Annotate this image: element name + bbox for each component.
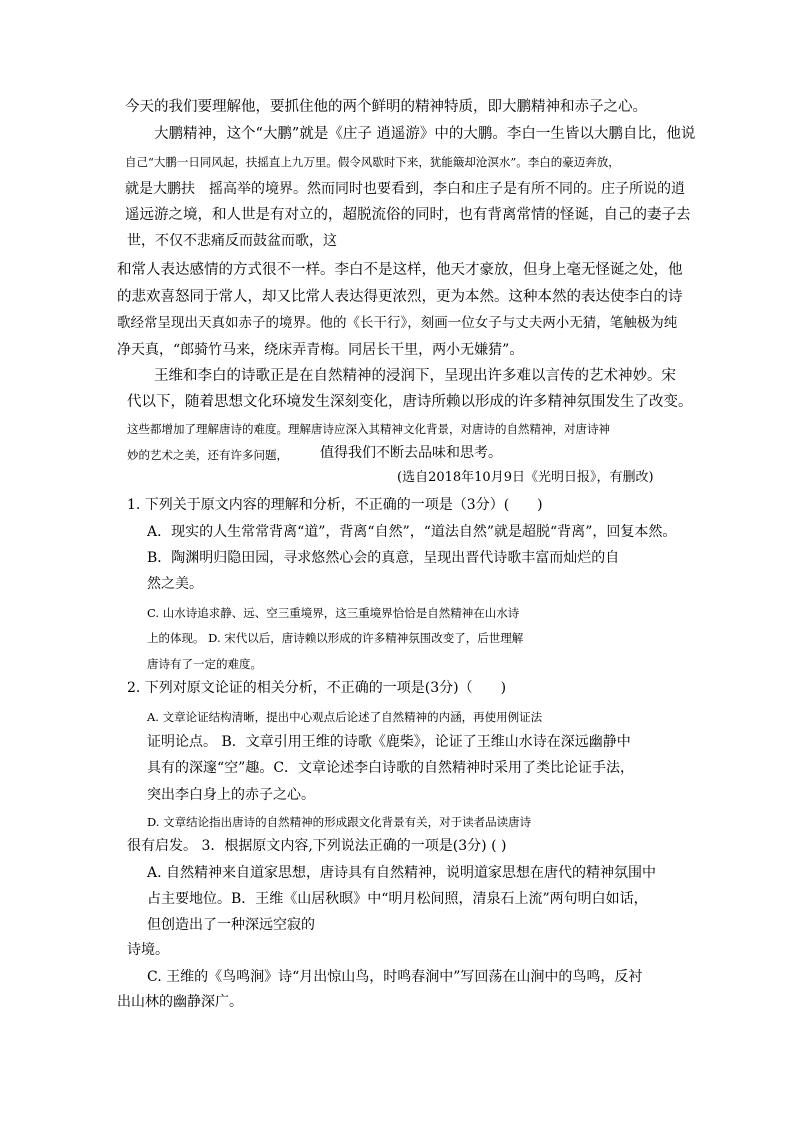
question-3-option-a: A. 自然精神来自道家思想，唐诗具有自然精神，说明道家思想在唐代的精神氛围中 — [147, 865, 657, 881]
question-3-stem: 很有启发。 3．根据原文内容,下列说法正确的一项是(3分) ( ) — [127, 838, 507, 854]
text-line: 歌经常呈现出天真如赤子的境界。他的《长干行》，刻画一位女子与丈夫两小无猜，笔触极为纯 — [117, 315, 678, 331]
text-line: 值得我们不断去品味和思考。 — [320, 445, 502, 461]
text-line: 然之美。 — [147, 576, 203, 592]
text-line: 占主要地位。B．王维《山居秋暝》中“明月松间照，清泉石上流”两句明白如话， — [147, 891, 648, 907]
text-line: 妙的艺术之美，还有许多问题， — [127, 448, 288, 462]
text-line: 和常人表达感情的方式很不一样。李白不是这样，他天才豪放，但身上毫无怪诞之处，他 — [117, 262, 683, 278]
question-1-option-b: B．陶渊明归隐田园，寻求悠然心会的真意，呈现出晋代诗歌丰富而灿烂的自 — [147, 550, 620, 566]
text-line: 净天真，“郎骑竹马来，绕床弄青梅。同居长干里，两小无嫌猜”。 — [117, 342, 524, 358]
question-1-stem: 1. 下列关于原文内容的理解和分析，不正确的一项是（3分）( ) — [127, 497, 543, 513]
text-line: 大鹏精神，这个“大鹏”就是《庄子 逍遥游》中的大鹏。李白一生皆以大鹏自比，他说 — [154, 126, 696, 142]
text-line: 的悲欢喜怒同于常人，却又比常人表达得更浓烈，更为本然。这种本然的表达使李白的诗 — [117, 289, 683, 305]
text-line: 今天的我们要理解他，要抓住他的两个鲜明的精神特质，即大鹏精神和赤子之心。 — [125, 99, 647, 115]
question-1-option-c: C. 山水诗追求静、远、空三重境界，这三重境界恰恰是自然精神在山水诗 — [147, 606, 520, 620]
text-line: 自己“大鹏一日同风起，扶摇直上九万里。假令风歇时下来，犹能簸却沧溟水”。李白的豪迈奔放， — [125, 155, 620, 169]
text-line: 突出李白身上的赤子之心。 — [147, 787, 315, 803]
text-line: 出山林的幽静深广。 — [117, 994, 243, 1010]
text-line: 代以下，随着思想文化环境发生深刻变化，唐诗所赖以形成的许多精神氛围发生了改变。 — [127, 394, 693, 410]
text-line: 这些都增加了理解唐诗的难度。理解唐诗应深入其精神文化背景，对唐诗的自然精神，对唐诗神 — [127, 422, 610, 436]
text-line: 具有的深邃“空”趣。C．文章论述李白诗歌的自然精神时采用了类比论证手法， — [147, 760, 635, 776]
text-line: 唐诗有了一定的难度。 — [147, 657, 262, 671]
text-line: 世，不仅不悲痛反而鼓盆而歌，这 — [127, 233, 337, 249]
text-line: 证明论点。 B．文章引用王维的诗歌《鹿柴》，论证了王维山水诗在深远幽静中 — [147, 734, 631, 750]
question-2-option-a: A. 文章论证结构清晰，提出中心观点后论述了自然精神的内涵，再使用例证法 — [147, 710, 543, 724]
text-line: 上的体现。 D. 宋代以后，唐诗赖以形成的许多精神氛围改变了，后世理解 — [147, 631, 524, 645]
text-line: 但创造出了一种深远空寂的 — [147, 917, 315, 933]
question-2-option-d: D. 文章结论指出唐诗的自然精神的形成跟文化背景有关，对于读者品读唐诗 — [147, 815, 532, 829]
question-2-stem: 2. 下列对原文论证的相关分析，不正确的一项是(3分)（ ) — [127, 680, 507, 696]
text-line: 王维和李白的诗歌正是在自然精神的浸润下，呈现出许多难以言传的艺术神妙。宋 — [154, 368, 676, 384]
source-citation: (选自2018年10月9日《光明日报》，有删改) — [397, 470, 654, 485]
text-line: 诗境。 — [127, 942, 169, 958]
text-line: 就是大鹏扶 摇高举的境界。然而同时也要看到，李白和庄子是有所不同的。庄子所说的逍 — [125, 181, 685, 197]
question-1-option-a: A．现实的人生常常背离“道”，背离“自然”，“道法自然”就是超脱“背离”，回复本然。 — [147, 524, 677, 540]
text-line: 遥远游之境，和人世是有对立的，超脱流俗的同时，也有背离常情的怪诞，自己的妻子去 — [125, 207, 691, 223]
question-3-option-c: C. 王维的《鸟鸣涧》诗“月出惊山鸟，时鸣春涧中”写回荡在山涧中的鸟鸣，反衬 — [147, 969, 643, 985]
